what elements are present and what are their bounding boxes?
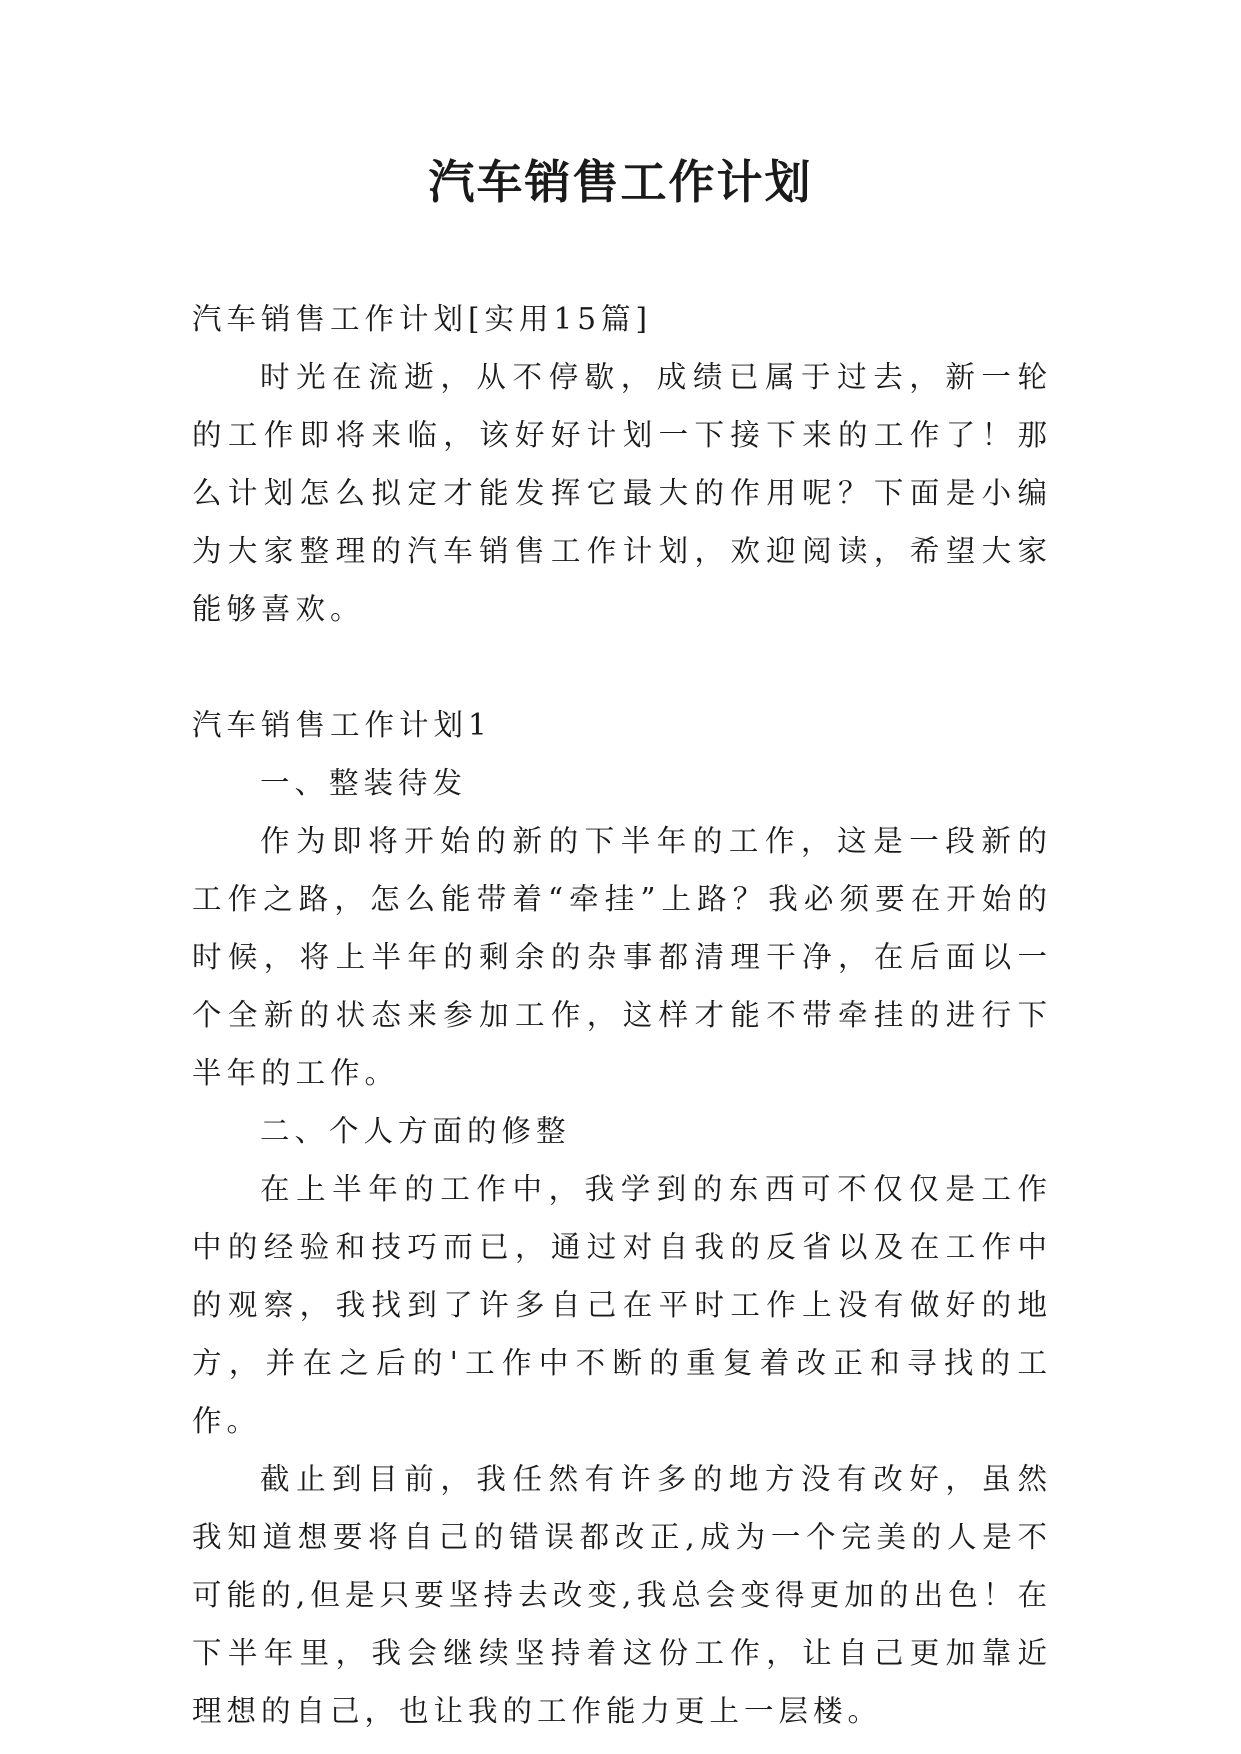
part2-heading: 二、个人方面的修整 — [260, 1114, 571, 1148]
document-title: 汽车销售工作计划 — [428, 155, 813, 209]
document-subtitle: 汽车销售工作计划[实用15篇] — [192, 302, 653, 336]
part1-heading: 一、整装待发 — [260, 766, 468, 800]
part1-paragraph: 作为即将开始的新的下半年的工作，这是一段新的工作之路，怎么能带着“牵挂”上路？我必须要在开始的时候，将上半年的剩余的杂事都清理干净，在后面以一个全新的状态来参加工作，这样才能不带牵挂的进行下半年的工作。 — [192, 824, 1052, 1090]
part2-paragraph-1: 在上半年的工作中，我学到的东西可不仅仅是工作中的经验和技巧而已，通过对自我的反省以及在工作中的观察，我找到了许多自己在平时工作上没有做好的地方，并在之后的'工作中不断的重复着改正和寻找的工作。 — [192, 1172, 1052, 1438]
section-heading: 汽车销售工作计划1 — [192, 708, 492, 742]
part2-paragraph-2: 截止到目前，我任然有许多的地方没有改好，虽然我知道想要将自己的错误都改正,成为一个完美的人是不可能的,但是只要坚持去改变,我总会变得更加的出色！在下半年里，我会继续坚持着这份工作，让自己更加靠近理想的自己，也让我的工作能力更上一层楼。 — [192, 1462, 1052, 1728]
paragraph-spacer — [192, 638, 1052, 696]
document-body — [192, 290, 1052, 1740]
intro-paragraph: 时光在流逝，从不停歇，成绩已属于过去，新一轮的工作即将来临，该好好计划一下接下来的工作了！那么计划怎么拟定才能发挥它最大的作用呢？下面是小编为大家整理的汽车销售工作计划，欢迎阅读，希望大家能够喜欢。 — [192, 360, 1052, 626]
